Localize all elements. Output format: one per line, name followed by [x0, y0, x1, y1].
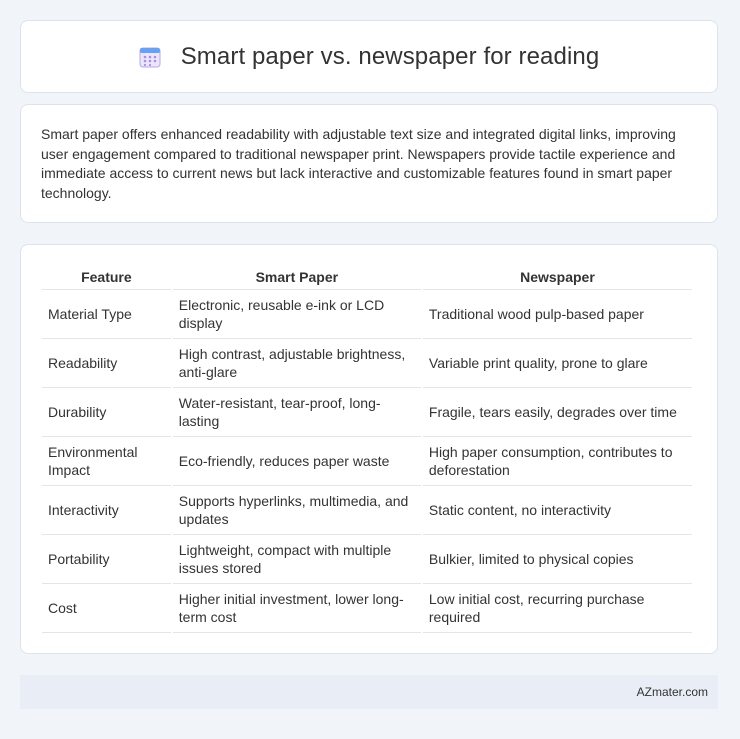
- column-header-feature: Feature: [42, 265, 171, 290]
- smart-paper-cell: Supports hyperlinks, multimedia, and updates: [173, 486, 421, 535]
- smart-paper-cell: Eco-friendly, reduces paper waste: [173, 437, 421, 486]
- intro-card: [20, 104, 718, 223]
- newspaper-cell: Bulkier, limited to physical copies: [423, 535, 692, 584]
- table-row: [42, 388, 692, 437]
- column-header-newspaper: Newspaper: [423, 265, 692, 290]
- comparison-table: [40, 265, 694, 633]
- title-card: [20, 20, 718, 93]
- smart-paper-cell: Higher initial investment, lower long-term cost: [173, 584, 421, 633]
- feature-cell: Durability: [42, 388, 171, 437]
- table-row: [42, 535, 692, 584]
- table-row: [42, 290, 692, 339]
- page-title: Smart paper vs. newspaper for reading: [180, 42, 600, 70]
- table-row: [42, 339, 692, 388]
- footer: [20, 675, 718, 709]
- table-row: [42, 584, 692, 633]
- feature-cell: Readability: [42, 339, 171, 388]
- feature-cell: Interactivity: [42, 486, 171, 535]
- smart-paper-cell: Water-resistant, tear-proof, long-lasting: [173, 388, 421, 437]
- table-header-row: [42, 265, 692, 290]
- feature-cell: Environmental Impact: [42, 437, 171, 486]
- comparison-table-card: [20, 244, 718, 654]
- column-header-smart-paper: Smart Paper: [173, 265, 421, 290]
- newspaper-cell: Low initial cost, recurring purchase required: [423, 584, 692, 633]
- feature-cell: Material Type: [42, 290, 171, 339]
- newspaper-cell: High paper consumption, contributes to deforestation: [423, 437, 692, 486]
- footer-site-name: AZmater.com: [636, 685, 708, 699]
- newspaper-cell: Variable print quality, prone to glare: [423, 339, 692, 388]
- newspaper-cell: Fragile, tears easily, degrades over time: [423, 388, 692, 437]
- smart-paper-cell: Electronic, reusable e-ink or LCD display: [173, 290, 421, 339]
- intro-paragraph: Smart paper offers enhanced readability with adjustable text size and integrated digital links, improving user engagement compared to traditional newspaper print. Newspapers provide tactile experience and immediate access to current news but lack interactive and customizable features found in smart paper technology.: [41, 126, 676, 201]
- newspaper-cell: Static content, no interactivity: [423, 486, 692, 535]
- calendar-icon: [139, 46, 161, 68]
- title-wrap: [139, 43, 600, 71]
- newspaper-cell: Traditional wood pulp-based paper: [423, 290, 692, 339]
- feature-cell: Cost: [42, 584, 171, 633]
- smart-paper-cell: High contrast, adjustable brightness, anti-glare: [173, 339, 421, 388]
- table-row: [42, 486, 692, 535]
- table-row: [42, 437, 692, 486]
- smart-paper-cell: Lightweight, compact with multiple issues stored: [173, 535, 421, 584]
- feature-cell: Portability: [42, 535, 171, 584]
